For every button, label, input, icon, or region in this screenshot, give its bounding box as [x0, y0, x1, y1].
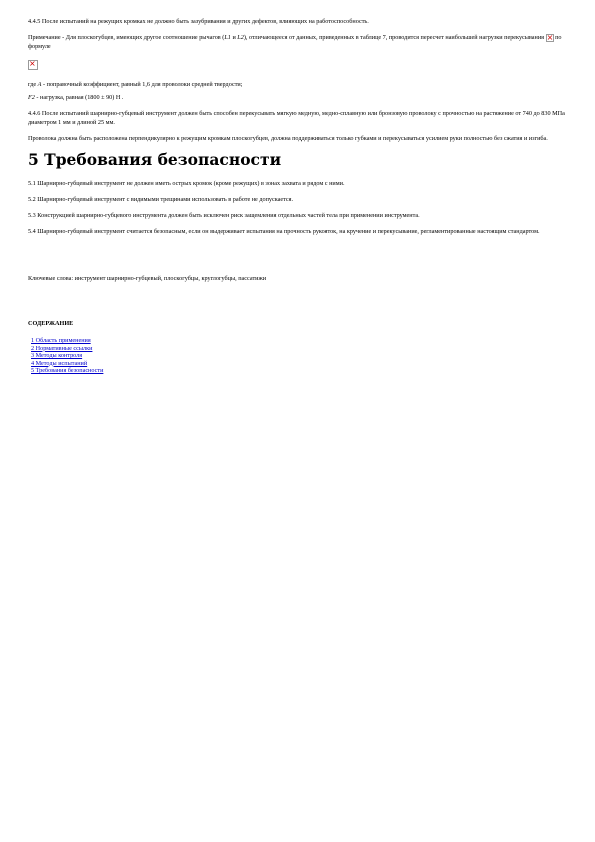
f2-text: - нагрузка, равная (1800 ± 90) Н .: [34, 94, 124, 101]
toc-item: [28, 360, 568, 368]
paragraph-5-2: 5.2 Шарнирно-губцевый инструмент с видимыми трещинами использовать в работе не допускается.: [28, 196, 294, 203]
note-text-c: по формуле: [28, 34, 562, 50]
document-page: [28, 17, 568, 375]
where-symbol: A: [37, 81, 42, 88]
toc-link-2[interactable]: 2 Нормативные ссылки: [31, 344, 93, 352]
broken-image-icon: [546, 34, 554, 42]
toc-link-1[interactable]: 1 Область применения: [31, 337, 91, 344]
f2-paragraph: [28, 93, 568, 102]
toc-item: [28, 345, 568, 353]
paragraph-5-1: 5.1 Шарнирно-губцевый инструмент не должен иметь острых кромок (кроме режущих) в зонах захвата и рядом с ними.: [28, 180, 345, 187]
formula-broken-image-icon: [28, 60, 38, 70]
toc-item: [28, 367, 568, 375]
where-paragraph: [28, 80, 568, 89]
note-and: и: [230, 34, 238, 41]
f2-symbol: F2: [28, 94, 35, 101]
note-text-b: ), отличающееся от данных, приведенных в таблице 7, проводится пересчет наибольшей нагрузки перекусывания: [243, 34, 546, 41]
toc-list: [28, 337, 568, 375]
lever-l1: L1: [224, 34, 231, 41]
where-text: - поправочный коэффициент, равный 1,6 для проволоки средней твердости;: [41, 81, 243, 88]
note-label: Примечание: [28, 34, 61, 41]
toc-link-4[interactable]: 4 Методы испытаний: [31, 359, 88, 367]
toc-link-5[interactable]: 5 Требования безопасности: [31, 367, 104, 374]
toc-link-3[interactable]: 3 Методы контроля: [31, 352, 83, 359]
toc-title: СОДЕРЖАНИЕ: [28, 320, 74, 327]
lever-l2: L2: [237, 34, 244, 41]
toc-item: [28, 337, 568, 345]
note-paragraph: [28, 33, 568, 51]
where-prefix: где: [28, 81, 38, 88]
paragraph-check: Проволока должна быть расположена перпендикулярно к режущим кромкам плоскогубцев, должна поддерживаться только губками и перекусываться усилием руки полностью без сжатия и изгиба.: [28, 135, 548, 142]
paragraph-4-4-6: 4.4.6 После испытаний шарнирно-губцевый инструмент должен быть способен перекусывать мягкую медную, медно-сплавную или бронзовую проволоку с прочностью на растяжение от 740 до 830 МПа диаметром 1 мм и длиной 25 мм.: [28, 110, 565, 126]
paragraph-4-4-5: 4.4.5 После испытаний на режущих кромках не должно быть зазубривания и других дефектов, влияющих на работоспособность.: [28, 18, 369, 25]
keywords: Ключевые слова: инструмент шарнирно-губцевый, плоскогубцы, круглогубцы, пассатижи: [28, 275, 267, 282]
section-title: 5 Требования безопасности: [28, 150, 282, 169]
paragraph-5-3: 5.3 Конструкцией шарнирно-губцевого инструмента должен быть исключен риск защемления отдельных частей тела при применении инструмента.: [28, 212, 420, 219]
toc-item: [28, 352, 568, 360]
note-text-a: - Для плоскогубцев, имеющих другое соотношение рычагов (: [60, 34, 225, 41]
paragraph-5-4: 5.4 Шарнирно-губцевый инструмент считается безопасным, если он выдерживает испытания на прочность рукояток, на кручение и перекусывание, регламентированные настоящим стандартом.: [28, 228, 540, 235]
